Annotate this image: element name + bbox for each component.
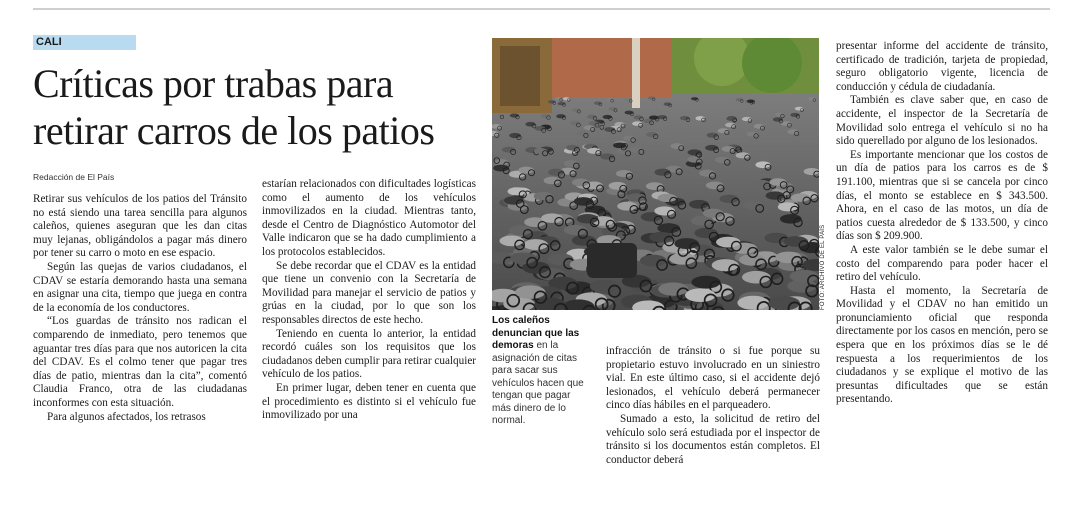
paragraph: Se debe recordar que el CDAV es la entidad que tiene un convenio con la Secretaría de Movilidad para manejar el servicio de patios y grúas en la ciudad, por lo que son los responsables directos de este hecho.	[262, 259, 476, 326]
paragraph: infracción de tránsito o si fue porque su propietario estuvo involucrado en un siniestro vial. En este último caso, si el accidente dejó lesionados, el vehículo deberá permanecer cinco días hábiles en el parqueadero.	[606, 345, 820, 412]
column-3	[606, 345, 820, 467]
caption-text: en la asignación de citas para sacar sus vehículos hacen que tengan que pagar más dinero de lo normal.	[492, 340, 584, 426]
paragraph: “Los guardas de tránsito nos radican el comparendo de inmediato, pero tenemos que aguantar tres días para que nos autoricen la cita del CDAV. Es el colmo tener que pagar tres días de patio, mientras dan la cita”, comentó Claudia Franco, otra de las ciudadanas inconformes con esta situación.	[33, 315, 247, 409]
column-2	[262, 178, 476, 423]
paragraph: Hasta el momento, la Secretaría de Movilidad y el CDAV no han emitido un pronunciamiento oficial que responda directamente por los casos en mención, pero se espera que en los próximos días se le dé respuesta a los requerimientos de los ciudadanos y se explique el motivo de las presuntas dificultades que se están presentando.	[836, 284, 1048, 406]
paragraph: También es clave saber que, en caso de accidente, el inspector de la Secretaría de Movilidad solo entrega el vehículo si no ha sido querellado por alguno de los lesionados.	[836, 94, 1048, 148]
headline: Críticas por trabas para retirar carros de los patios	[33, 61, 435, 153]
paragraph: Según las quejas de varios ciudadanos, el CDAV se estaría demorando hasta una semana en asignar una cita, tiempo que juega en contra de la economía de los conductores.	[33, 260, 247, 314]
news-photo-impounded-motorcycles	[492, 38, 819, 310]
column-4	[836, 40, 1048, 407]
paragraph: Teniendo en cuenta lo anterior, la entidad recordó cuáles son los requisitos que los ciudadanos deben cumplir para retirar cualquier vehículo de los patios.	[262, 327, 477, 381]
top-rule	[33, 8, 1050, 10]
photo-caption	[492, 315, 592, 428]
column-1	[33, 193, 247, 424]
paragraph: Sumado a esto, la solicitud de retiro del vehículo solo será estudiada por el inspector de tránsito si los documentos están completos. El conductor deberá	[606, 412, 820, 466]
paragraph: En primer lugar, deben tener en cuenta que el procedimiento es distinto si el vehículo fue inmovilizado por una	[262, 381, 476, 422]
caption-lead: Los caleños denuncian que las demoras	[492, 315, 580, 351]
paragraph: Retirar sus vehículos de los patios del Tránsito no está siendo una tarea sencilla para algunos caleños, quienes aseguran que les dan citas muy lejanas, obligándolos a pagar más dinero por tener su carro o moto en ese espacio.	[33, 193, 247, 260]
paragraph: Para algunos afectados, los retrasos	[47, 410, 206, 423]
paragraph: Es importante mencionar que los costos de un día de patios para los carros es de $ 191.100, mientras que si se cancela por cinco días, el monto se establece en $ 343.500. Ahora, en el caso de las motos, un día de patios cuesta alrededor de $ 133.500, y cinco días son $ 209.900.	[836, 148, 1048, 243]
paragraph: presentar informe del accidente de tránsito, certificado de tradición, tarjeta de propiedad, seguro obligatorio vigente, licencia de conducción y cédula de ciudadanía.	[836, 40, 1048, 93]
photo-illustration	[492, 38, 819, 310]
paragraph: estarían relacionados con dificultades logísticas como el aumento de los vehículos inmovilizados en la ciudad. Mientras tanto, desde el Centro de Diagnóstico Automotor del Valle indicaron que se ha dado cumplimiento a los protocolos establecidos.	[262, 178, 476, 258]
photo-credit: FOTO: ARCHIVO DE EL PAÍS	[820, 224, 826, 310]
paragraph: A este valor también se le debe sumar el costo del comparendo para poder hacer el retiro del vehículo.	[836, 243, 1048, 284]
section-tag: CALI	[33, 35, 136, 50]
byline: Redacción de El País	[33, 172, 115, 182]
